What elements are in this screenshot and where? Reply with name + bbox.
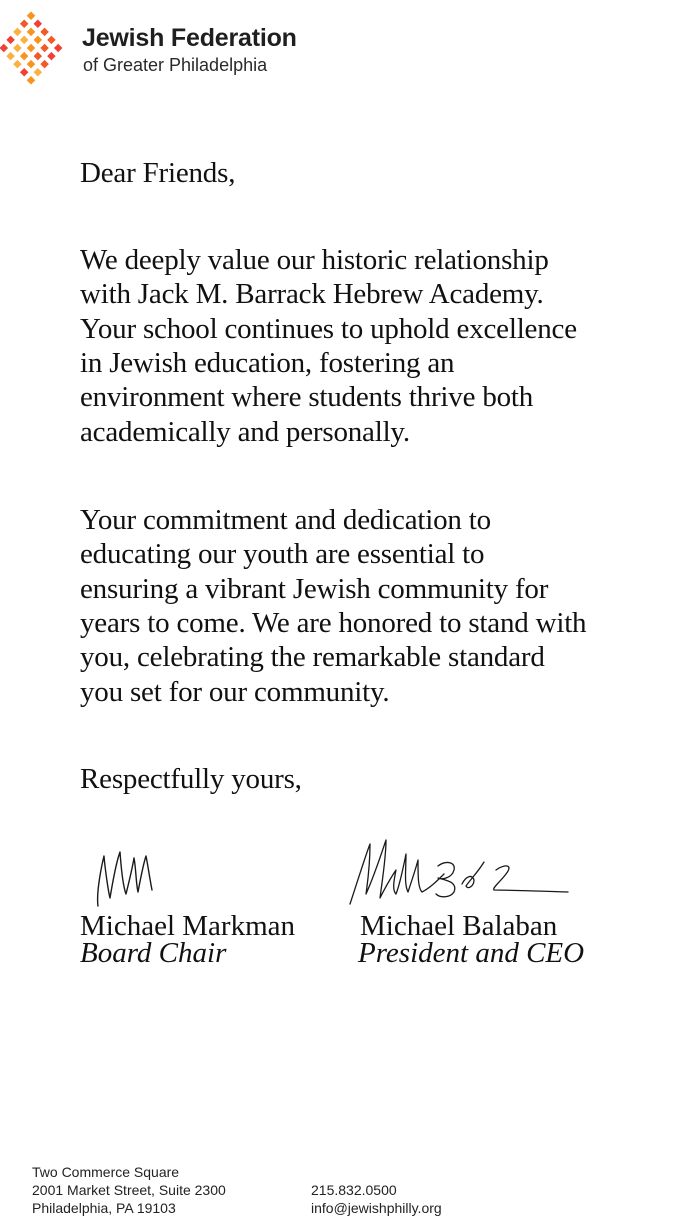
org-subtitle: of Greater Philadelphia: [83, 55, 268, 75]
closing: Respectfully yours,: [80, 763, 302, 795]
signatory-title: Board Chair: [80, 937, 227, 969]
address-line: Philadelphia, PA 19103: [32, 1200, 176, 1216]
footer-phone: 215.832.0500: [311, 1182, 397, 1198]
paragraph-line: you set for our community.: [80, 676, 390, 708]
signatory-name: Michael Markman: [80, 910, 296, 942]
federation-logo-icon: [0, 0, 70, 92]
address-line: 2001 Market Street, Suite 2300: [32, 1182, 226, 1198]
signature-markman: [86, 846, 166, 908]
footer-email: info@jewishphilly.org: [311, 1200, 442, 1216]
paragraph-line: We deeply value our historic relationship: [80, 244, 549, 276]
paragraph-line: in Jewish education, fostering an: [80, 347, 455, 379]
paragraph-line: ensuring a vibrant Jewish community for: [80, 573, 549, 605]
footer-address: [32, 1163, 226, 1217]
paragraph-line: academically and personally.: [80, 416, 410, 448]
paragraph-line: with Jack M. Barrack Hebrew Academy.: [80, 278, 544, 310]
salutation: Dear Friends,: [80, 157, 236, 189]
paragraph-line: years to come. We are honored to stand with: [80, 607, 587, 639]
signature-balaban: [346, 836, 576, 908]
org-name: Jewish Federation: [82, 24, 297, 52]
paragraph-line: environment where students thrive both: [80, 381, 534, 413]
paragraph-line: you, celebrating the remarkable standard: [80, 641, 545, 673]
signatory-title: President and CEO: [358, 937, 585, 969]
paragraph-line: educating our youth are essential to: [80, 538, 485, 570]
paragraph-line: Your commitment and dedication to: [80, 504, 491, 536]
paragraph-line: Your school continues to uphold excellence: [80, 313, 577, 345]
signatory-name: Michael Balaban: [360, 910, 558, 942]
address-line: Two Commerce Square: [32, 1164, 180, 1180]
footer-contact: [311, 1181, 442, 1217]
